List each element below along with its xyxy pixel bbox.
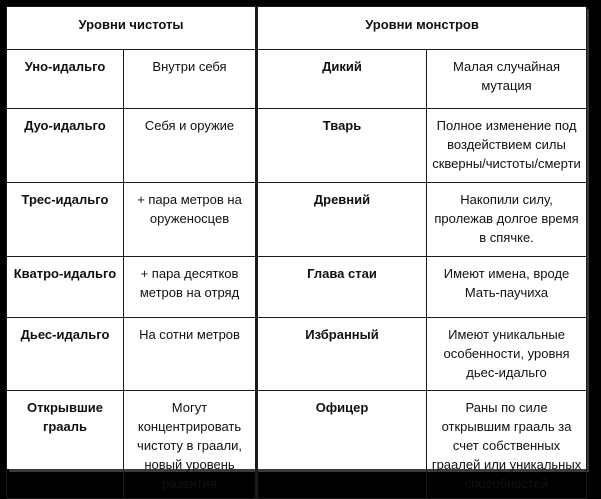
monster-level-name: Офицер (257, 391, 427, 499)
purity-level-description: Себя и оружие (124, 109, 257, 183)
monster-level-description: Малая случайная мутация (427, 50, 587, 109)
monster-levels-header: Уровни монстров (257, 7, 587, 50)
table-row (7, 318, 587, 391)
monster-level-name: Избранный (257, 318, 427, 391)
purity-level-name: Дьес-идальго (7, 318, 124, 391)
monster-level-description: Имеют имена, вроде Мать-паучиха (427, 257, 587, 318)
monster-level-name: Древний (257, 183, 427, 257)
table-header-row (7, 7, 587, 50)
monster-level-description: Накопили силу, пролежав долгое время в спячке. (427, 183, 587, 257)
monster-level-name: Тварь (257, 109, 427, 183)
levels-table-frame (6, 6, 586, 491)
purity-level-description: + пара метров на оруженосцев (124, 183, 257, 257)
monster-level-description: Раны по силе открывшим грааль за счет собственных граалей или уникальных способностей (427, 391, 587, 499)
table-row (7, 183, 587, 257)
purity-levels-header: Уровни чистоты (7, 7, 257, 50)
levels-table (6, 6, 587, 499)
purity-level-description: Могут концентрировать чистоту в граали, новый уровень развития (124, 391, 257, 499)
purity-level-name: Дуо-идальго (7, 109, 124, 183)
purity-level-name: Трес-идальго (7, 183, 124, 257)
purity-level-description: + пара десятков метров на отряд (124, 257, 257, 318)
table-row (7, 50, 587, 109)
table-row (7, 391, 587, 499)
table-row (7, 109, 587, 183)
monster-level-description: Полное изменение под воздействием силы скверны/чистоты/смерти (427, 109, 587, 183)
monster-level-description: Имеют уникальные особенности, уровня дьес-идальго (427, 318, 587, 391)
purity-level-name: Открывшие грааль (7, 391, 124, 499)
monster-level-name: Глава стаи (257, 257, 427, 318)
purity-level-name: Уно-идальго (7, 50, 124, 109)
purity-level-description: Внутри себя (124, 50, 257, 109)
purity-level-description: На сотни метров (124, 318, 257, 391)
monster-level-name: Дикий (257, 50, 427, 109)
purity-level-name: Кватро-идальго (7, 257, 124, 318)
table-row (7, 257, 587, 318)
